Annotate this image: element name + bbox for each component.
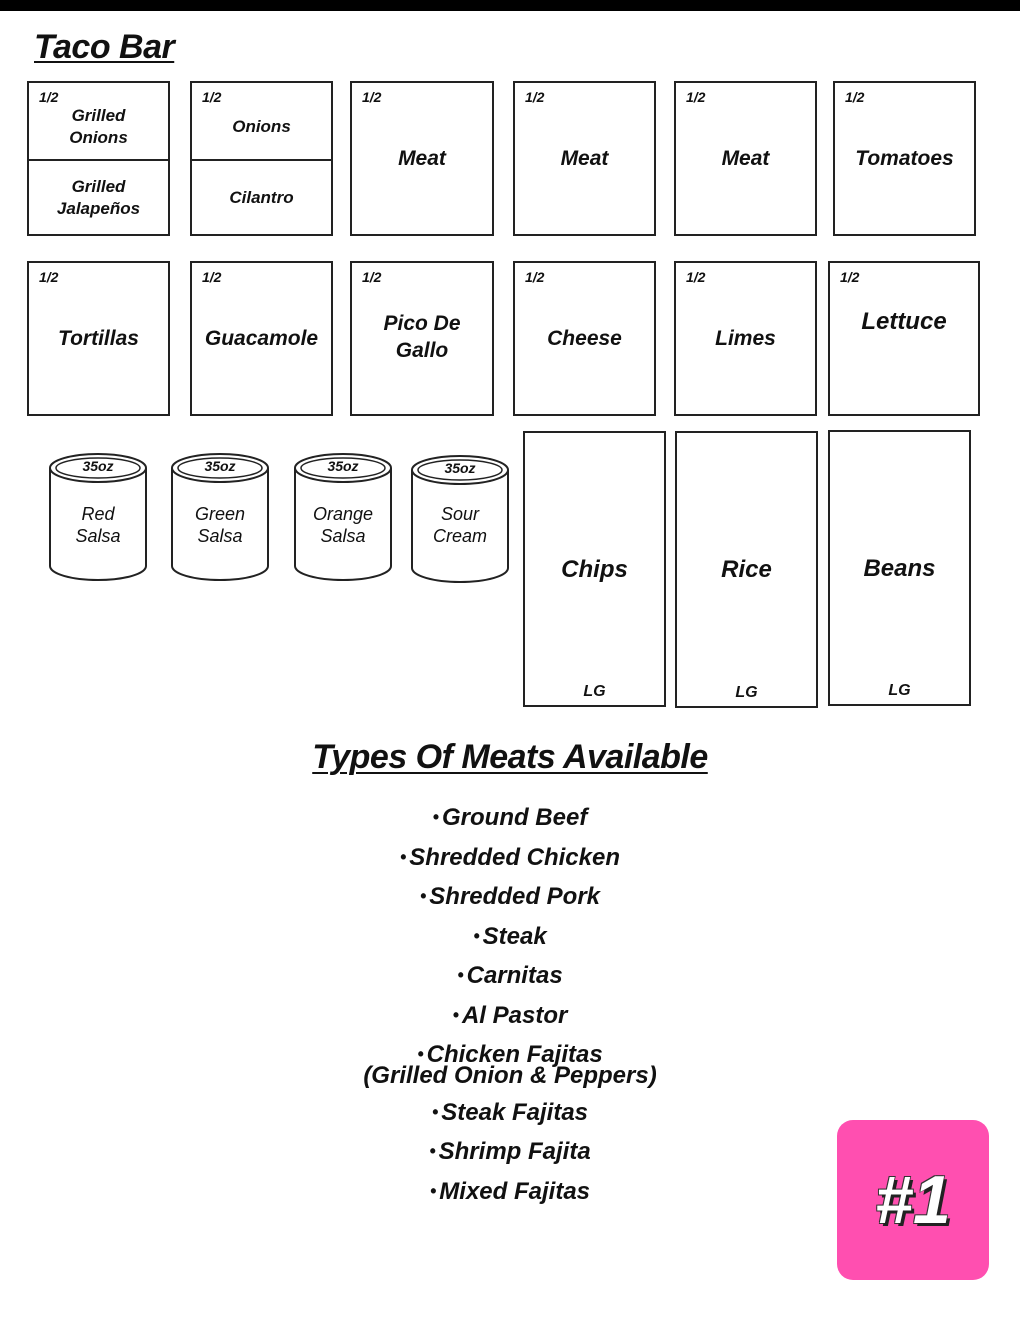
- can-size: 35oz: [82, 458, 114, 474]
- can-label: Sour Cream: [432, 504, 487, 546]
- pan-size: 1/2: [686, 89, 706, 105]
- pan-label: Cheese: [547, 327, 622, 350]
- pan-size: 1/2: [202, 89, 222, 105]
- pan-pico-de-gallo: [350, 261, 494, 416]
- can-green-salsa: [170, 452, 270, 582]
- pan-guacamole: [190, 261, 333, 416]
- pan-label: Meat: [398, 147, 446, 170]
- bullet-icon: •: [473, 925, 480, 946]
- list-item: [0, 996, 1020, 1036]
- pan-size: 1/2: [362, 269, 382, 285]
- bullet-icon: •: [431, 1101, 439, 1122]
- bullet-icon: •: [419, 886, 427, 906]
- can-size: 35oz: [444, 460, 476, 476]
- can-label: Green Salsa: [194, 504, 246, 546]
- pan-cheese: [513, 261, 656, 416]
- meat-name: Shredded Pork: [429, 883, 601, 910]
- bullet-icon: •: [399, 846, 407, 867]
- meat-name: Ground Beef: [441, 804, 588, 831]
- pan-label: Rice: [721, 556, 772, 583]
- pan-top-label: Grilled Onions: [69, 106, 128, 147]
- can-red-salsa: [48, 452, 148, 582]
- pan-meat-1: [350, 81, 494, 236]
- pan-beans: [828, 430, 971, 706]
- meats-heading: Types Of Meats Available: [312, 738, 708, 776]
- pan-size: LG: [735, 684, 758, 701]
- meat-name: Al Pastor: [461, 1001, 568, 1029]
- meat-name: Shrimp Fajita: [438, 1138, 591, 1165]
- pan-tomatoes: [833, 81, 976, 236]
- pan-chips: [523, 431, 666, 707]
- pan-size: LG: [888, 682, 911, 699]
- pan-label: Guacamole: [204, 327, 319, 350]
- pan-label: Tortillas: [58, 327, 139, 350]
- can-sour-cream: [410, 454, 510, 584]
- pan-label: Meat: [560, 147, 609, 170]
- pan-label: Limes: [715, 327, 776, 350]
- pan-label: Meat: [721, 147, 770, 170]
- pan-onions-cilantro: [190, 81, 333, 236]
- pan-size: 1/2: [525, 89, 545, 105]
- pan-size: 1/2: [39, 89, 59, 105]
- pan-lettuce: [828, 261, 980, 416]
- list-item: [0, 1035, 1020, 1087]
- pan-size: 1/2: [845, 89, 865, 105]
- pan-label: Beans: [863, 554, 936, 582]
- pan-tortillas: [27, 261, 170, 416]
- bullet-icon: •: [429, 1141, 436, 1161]
- pan-limes: [674, 261, 817, 416]
- top-black-bar: [0, 0, 1020, 11]
- pan-grilled-onions-jalapenos: [27, 81, 170, 236]
- pan-rice: [675, 431, 818, 708]
- list-item: [0, 838, 1020, 878]
- list-item: [0, 917, 1020, 957]
- meat-name: Carnitas: [466, 962, 563, 989]
- pan-meat-3: [674, 81, 817, 236]
- can-orange-salsa: [293, 452, 393, 582]
- list-item: [0, 956, 1020, 996]
- bullet-icon: •: [457, 965, 464, 985]
- pan-size: LG: [583, 683, 606, 700]
- list-item: [0, 798, 1020, 838]
- pan-size: 1/2: [686, 269, 706, 285]
- can-size: 35oz: [327, 458, 359, 474]
- can-label: Red Salsa: [75, 504, 121, 546]
- bullet-icon: •: [417, 1044, 424, 1064]
- pan-size: 1/2: [202, 269, 222, 285]
- bullet-icon: •: [429, 1180, 437, 1201]
- list-item: [0, 877, 1020, 917]
- number-badge: #1: [837, 1120, 989, 1280]
- pan-label: Pico De Gallo: [383, 311, 461, 362]
- pan-bottom-label: Grilled Jalapeños: [56, 176, 141, 218]
- meat-note: (Grilled Onion & Peppers): [363, 1061, 657, 1089]
- pan-size: 1/2: [39, 269, 59, 285]
- pan-size: 1/2: [525, 269, 545, 285]
- pan-top-label: Onions: [232, 117, 291, 136]
- meat-name: Shredded Chicken: [409, 843, 621, 871]
- pan-label: Tomatoes: [855, 147, 954, 170]
- pan-size: 1/2: [362, 89, 382, 105]
- can-label: Orange Salsa: [312, 504, 374, 546]
- pan-meat-2: [513, 81, 656, 236]
- page-title: Taco Bar: [34, 28, 175, 66]
- pan-label: Lettuce: [861, 308, 947, 335]
- pan-size: 1/2: [840, 269, 860, 285]
- meat-name: Mixed Fajitas: [439, 1177, 591, 1205]
- bullet-icon: •: [432, 807, 439, 827]
- bullet-icon: •: [452, 1004, 459, 1025]
- pan-label: Chips: [561, 555, 628, 583]
- meat-name: Chicken Fajitas: [426, 1041, 603, 1068]
- can-size: 35oz: [204, 458, 236, 474]
- meat-name: Steak Fajitas: [441, 1098, 589, 1126]
- meat-name: Steak: [482, 922, 547, 950]
- pan-bottom-label: Cilantro: [229, 187, 294, 207]
